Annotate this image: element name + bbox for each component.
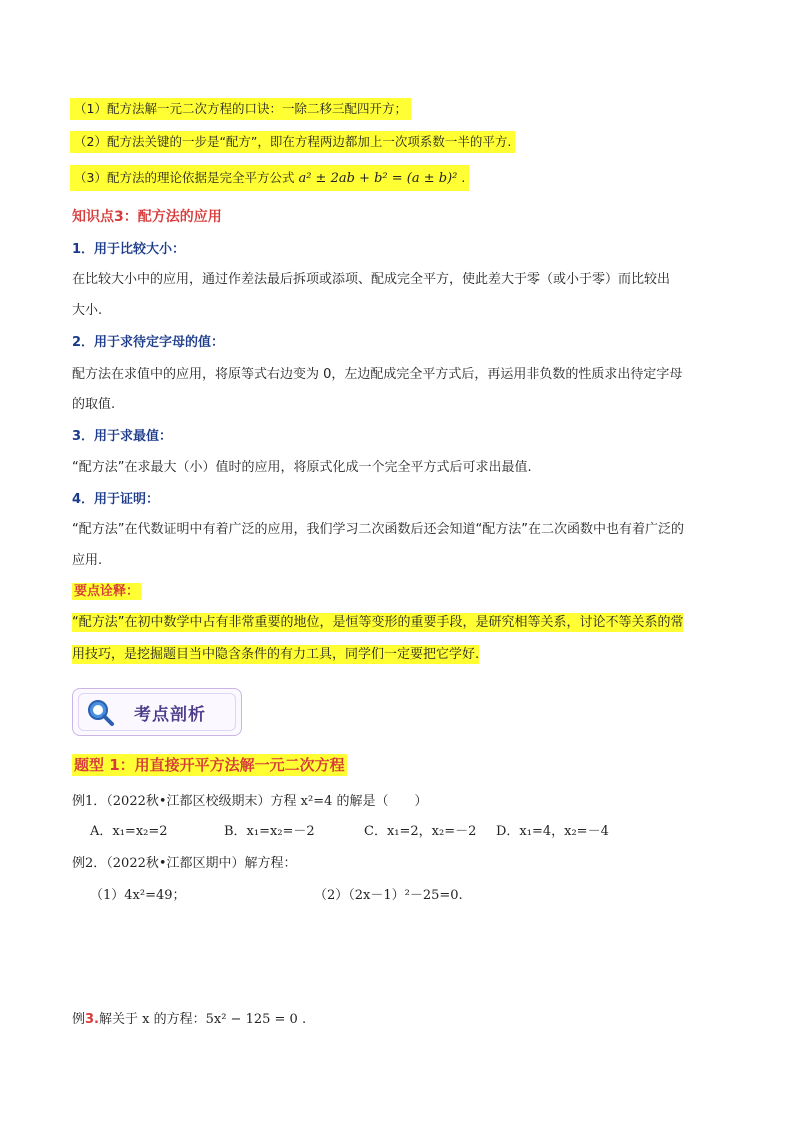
item-1-body-line-2: 大小. (72, 303, 103, 318)
ex1-option-c: C．x₁=2，x₂=－2 (364, 824, 477, 839)
item-2-heading (72, 331, 224, 350)
item-4-label: 用于证明： (94, 492, 160, 507)
type1-title-wrap (72, 754, 347, 775)
item-1-body-line-1: 在比较大小中的应用，通过作差法最后拆项或添项、配成完全平方，使此差大于零（或小于零）而比较出 (72, 272, 671, 287)
item-3-number: 3． (72, 429, 95, 444)
item-2-body-line-1: 配方法在求值中的应用，将原等式右边变为 0，左边配成完全平方式后，再运用非负数的性质求出待定字母 (72, 367, 683, 382)
ex1-option-d: D．x₁=4，x₂=－4 (496, 824, 609, 839)
note-line-1-wrap (72, 611, 683, 630)
ex3-prefix: 例 (72, 1012, 86, 1027)
note-line-1: “配方法”在初中数学中占有非常重要的地位，是恒等变形的重要手段，是研究相等关系，讨论不等关系的常 (72, 615, 684, 630)
type1-title: 题型 1：用直接开平方法解一元二次方程 (74, 756, 345, 774)
item-3-heading (72, 425, 172, 444)
ex3 (72, 1008, 306, 1027)
ex1-option-b: B．x₁=x₂=－2 (224, 824, 315, 839)
ex2-part-1: （1）4x²=49； (90, 888, 186, 903)
section-badge (72, 688, 242, 736)
key-point-3-prefix: （3）配方法的理论依据是完全平方公式 (74, 170, 295, 185)
item-1-heading (72, 238, 185, 257)
ex1-stem: 例1．（2022秋•江都区校级期末）方程 x²=4 的解是（ ） (72, 794, 428, 809)
key-point-2-text: （2）配方法关键的一步是“配方”，即在方程两边都加上一次项系数一半的平方. (74, 134, 512, 149)
item-4-body-line-1: “配方法”在代数证明中有着广泛的应用，我们学习二次函数后还会知道“配方法”在二次函数中也有着广泛的 (72, 522, 684, 537)
key-point-3-suffix: . (461, 170, 466, 185)
note-title: 要点诠释： (74, 584, 140, 599)
item-2-body-line-2: 的取值. (72, 397, 116, 412)
ex1-option-a: A．x₁=x₂=2 (90, 824, 168, 839)
key-point-1 (70, 98, 411, 120)
note-line-2-wrap (72, 643, 479, 662)
key-point-3 (70, 165, 469, 191)
item-4-body-line-2: 应用. (72, 553, 103, 568)
item-2-label: 用于求待定字母的值： (94, 335, 225, 350)
item-4-number: 4． (72, 492, 95, 507)
ex3-number: 3. (85, 1012, 99, 1027)
item-1-label: 用于比较大小： (94, 242, 186, 257)
key-point-2 (70, 131, 515, 153)
item-1-number: 1． (72, 242, 95, 257)
key-point-1-text: （1）配方法解一元二次方程的口诀：一除二移三配四开方； (74, 101, 407, 116)
ex3-text: 解关于 x 的方程：5x² − 125 = 0 . (99, 1012, 307, 1027)
note-line-2: 用技巧，是挖掘题目当中隐含条件的有力工具，同学们一定要把它学好. (72, 647, 480, 662)
ex2-stem: 例2．（2022秋•江都区期中）解方程： (72, 856, 297, 871)
magnifier-icon (84, 696, 116, 728)
item-3-label: 用于求最值： (94, 429, 173, 444)
item-3-body-line-1: “配方法”在求最大（小）值时的应用，将原式化成一个完全平方式后可求出最值. (72, 460, 532, 475)
item-2-number: 2． (72, 335, 95, 350)
perfect-square-formula: a² ± 2ab + b² = (a ± b)² (298, 171, 458, 186)
badge-label: 考点剖析 (134, 705, 206, 725)
ex2-part-2: （2）（2x－1）²－25=0. (314, 888, 463, 903)
note-title-wrap (72, 580, 141, 599)
item-4-heading (72, 488, 159, 507)
section-title: 知识点3：配方法的应用 (72, 209, 222, 225)
